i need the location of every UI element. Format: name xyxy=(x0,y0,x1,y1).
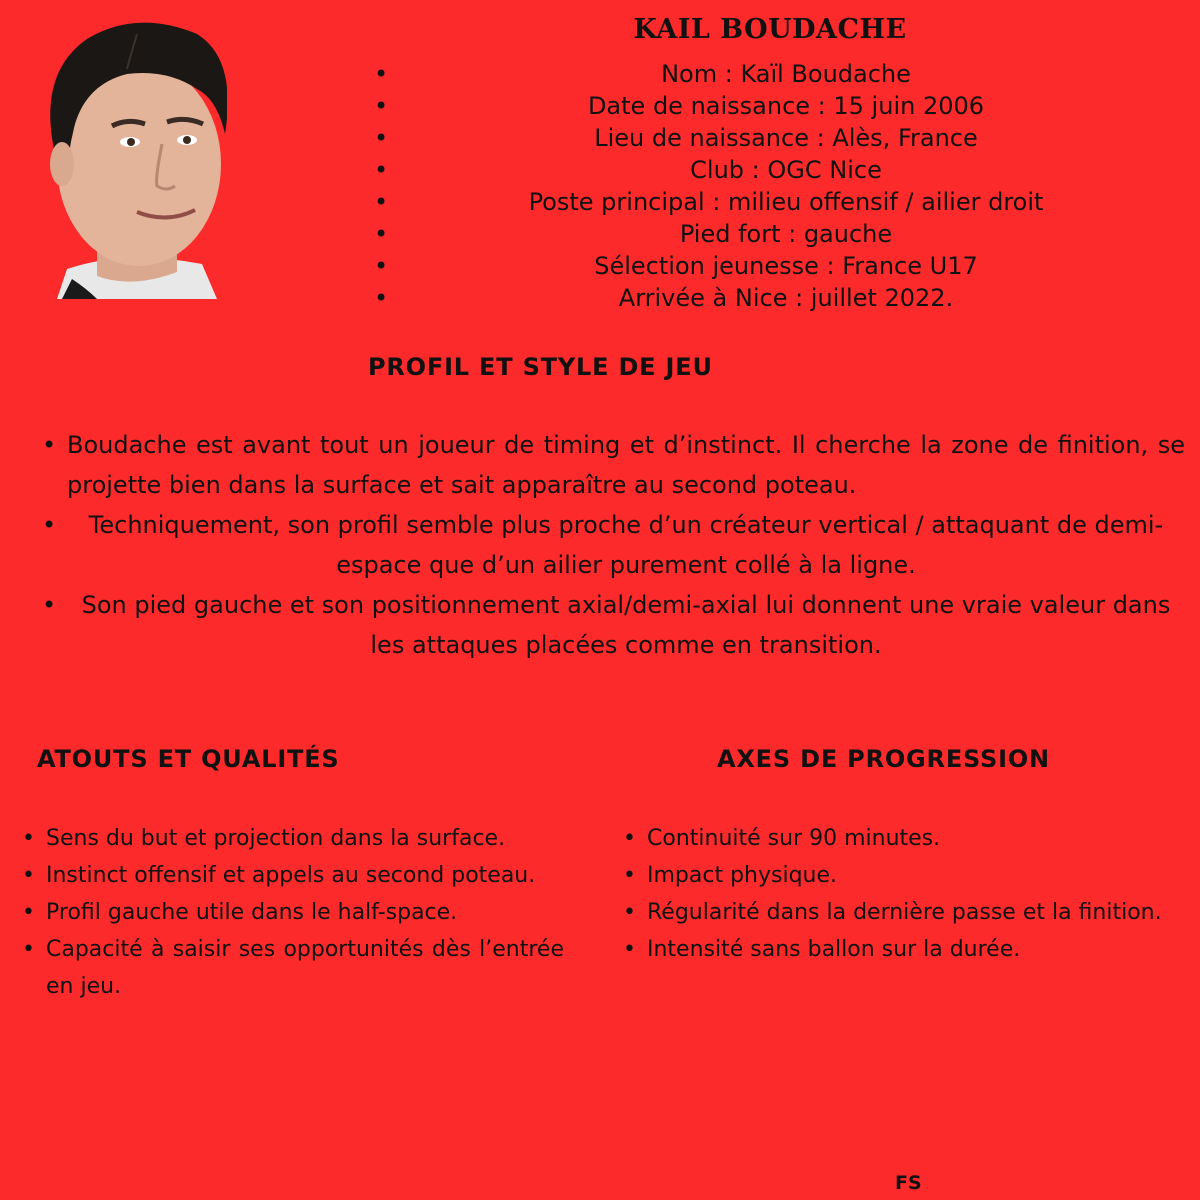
axes-list xyxy=(623,820,1183,968)
bullet-icon: • xyxy=(22,826,35,851)
axe-item: • Intensité sans ballon sur la durée. xyxy=(623,931,1183,968)
bullet-icon: • xyxy=(374,252,389,280)
bullet-icon: • xyxy=(623,900,636,925)
info-item: • Poste principal : milieu offensif / ailier droit xyxy=(374,188,1044,216)
info-item: • Lieu de naissance : Alès, France xyxy=(374,124,978,152)
info-item: • Sélection jeunesse : France U17 xyxy=(374,252,978,280)
info-item: • Nom : Kaïl Boudache xyxy=(374,60,911,88)
info-item: • Club : OGC Nice xyxy=(374,156,882,184)
info-item: • Pied fort : gauche xyxy=(374,220,893,248)
atout-item: • Capacité à saisir ses opportunités dès l’entrée en jeu. xyxy=(22,931,564,1005)
bullet-icon: • xyxy=(22,863,35,888)
bullet-icon: • xyxy=(42,431,57,459)
player-photo xyxy=(27,14,227,299)
profil-item: • Techniquement, son profil semble plus proche d’un créateur vertical / attaquant de demi-espace que d’un ailier purement collé à la ligne. xyxy=(40,505,1185,585)
bullet-icon: • xyxy=(374,188,389,216)
player-portrait-icon xyxy=(27,14,227,299)
bullet-icon: • xyxy=(374,284,389,312)
bullet-icon: • xyxy=(42,591,57,619)
atout-item: • Instinct offensif et appels au second poteau. xyxy=(22,857,564,894)
bullet-icon: • xyxy=(374,60,389,88)
profil-list xyxy=(40,425,1185,665)
axes-heading: AXES DE PROGRESSION xyxy=(717,745,1050,773)
bullet-icon: • xyxy=(374,156,389,184)
bullet-icon: • xyxy=(623,937,636,962)
profil-item: • Son pied gauche et son positionnement axial/demi-axial lui donnent une vraie valeur dans les attaques placées comme en transition. xyxy=(40,585,1185,665)
profil-heading: PROFIL ET STYLE DE JEU xyxy=(368,353,713,381)
bullet-icon: • xyxy=(374,220,389,248)
player-info-list xyxy=(360,58,1200,314)
bullet-icon: • xyxy=(623,826,636,851)
bullet-icon: • xyxy=(374,124,389,152)
axe-item: • Continuité sur 90 minutes. xyxy=(623,820,1183,857)
bullet-icon: • xyxy=(374,92,389,120)
atouts-heading: ATOUTS ET QUALITÉS xyxy=(37,745,340,773)
atout-item: • Profil gauche utile dans le half-space. xyxy=(22,894,564,931)
atouts-list xyxy=(22,820,564,1005)
bullet-icon: • xyxy=(22,900,35,925)
player-name-title: KAIL BOUDACHE xyxy=(633,14,907,45)
axe-item: • Régularité dans la dernière passe et la finition. xyxy=(623,894,1183,931)
author-signature: FS xyxy=(895,1172,922,1194)
info-item: • Date de naissance : 15 juin 2006 xyxy=(374,92,985,120)
info-item: • Arrivée à Nice : juillet 2022. xyxy=(374,284,954,312)
bullet-icon: • xyxy=(42,511,57,539)
profil-item: • Boudache est avant tout un joueur de timing et d’instinct. Il cherche la zone de finition, se projette bien dans la surface et sait apparaître au second poteau. xyxy=(40,425,1185,505)
bullet-icon: • xyxy=(22,937,35,962)
bullet-icon: • xyxy=(623,863,636,888)
axe-item: • Impact physique. xyxy=(623,857,1183,894)
atout-item: • Sens du but et projection dans la surface. xyxy=(22,820,564,857)
